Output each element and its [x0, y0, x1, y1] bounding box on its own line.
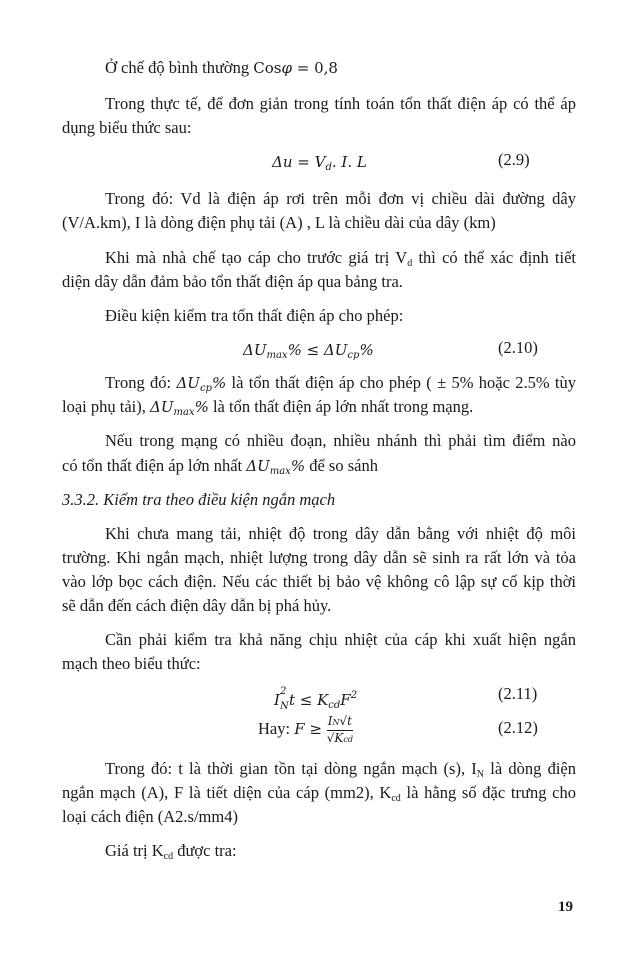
- paragraph-line: [105, 248, 576, 274]
- text-span: Giá trị K: [105, 841, 164, 860]
- eq-subscript: cd: [328, 700, 341, 711]
- eq-term: ΔU: [149, 398, 174, 416]
- eq-term: t ≤ K: [288, 691, 329, 709]
- paragraph-line: sẽ dẫn đến cách điện dây dẫn bị phá hủy.: [62, 596, 332, 615]
- eq-subscript: cd: [343, 734, 353, 744]
- eq-subscript: d: [325, 162, 332, 173]
- eq-subscript: N: [279, 701, 289, 712]
- paragraph-line: [105, 841, 237, 867]
- eq-term: √t: [339, 713, 352, 728]
- eq-subscript: max: [173, 407, 195, 418]
- text-span: thì có thể xác định tiết: [412, 248, 576, 267]
- equation-number: (2.11): [498, 684, 538, 703]
- eq-term: %: [290, 457, 306, 475]
- text-span: loại phụ tải),: [62, 397, 150, 416]
- eq-term: √K: [326, 730, 344, 745]
- text-span: để so sánh: [305, 456, 378, 475]
- equation-number: (2.12): [498, 718, 538, 737]
- text-span: là tổn thất điện áp cho phép ( ± 5% hoặc 2.5% tùy: [226, 373, 576, 392]
- paragraph-line: Khi chưa mang tải, nhiệt độ trong dây dẫn bằng với nhiệt độ môi: [105, 524, 576, 543]
- equation-2-10: [243, 340, 374, 366]
- eq-term: %: [194, 398, 209, 416]
- eq-operator: ≥: [304, 720, 327, 738]
- eq-term: %: [359, 341, 374, 359]
- eq-term: %: [211, 374, 227, 392]
- eq-term: % ≤ ΔU: [287, 341, 348, 359]
- eq-term: ΔU: [176, 374, 200, 392]
- equation-number: (2.9): [498, 150, 530, 169]
- eq-operator: =: [292, 153, 315, 171]
- eq-superscript: 2: [350, 690, 358, 701]
- text-span: là hằng số đặc trưng cho: [400, 783, 576, 802]
- text-span: là tổn thất điện áp lớn nhất trong mạng.: [208, 397, 474, 416]
- paragraph-line: [62, 456, 378, 482]
- paragraph-line: diện dây dẫn đảm bảo tổn thất điện áp qua bảng tra.: [62, 272, 403, 291]
- text-span: ngắn mạch (A), F là tiết diện của cáp (mm2), K: [62, 783, 392, 802]
- eq-term: ΔU: [243, 341, 267, 359]
- subscript: cd: [163, 851, 174, 862]
- hay-label: Hay:: [258, 719, 295, 738]
- eq-subscript: max: [266, 350, 288, 361]
- paragraph-line: mạch theo biểu thức:: [62, 654, 201, 673]
- text-span: được tra:: [173, 841, 237, 860]
- eq-fraction: [327, 714, 353, 747]
- paragraph-line: dụng biểu thức sau:: [62, 118, 192, 137]
- equation-2-9: [272, 152, 367, 178]
- paragraph-line: [105, 759, 576, 785]
- fraction-numerator: [327, 714, 353, 731]
- text-span: có tổn thất điện áp lớn nhất: [62, 456, 247, 475]
- subscript: cd: [391, 793, 401, 804]
- equation-2-12: [258, 712, 353, 747]
- text-span: Trong đó: t là thời gian tồn tại dòng ngắn mạch (s), I: [105, 759, 477, 778]
- eq-index-stack: [279, 686, 289, 712]
- paragraph-line: Trong đó: Vd là điện áp rơi trên mỗi đơn vị chiều dài đường dây: [105, 189, 576, 208]
- eq-subscript: N: [332, 717, 340, 727]
- subscript: d: [407, 258, 413, 269]
- text-span: Khi mà nhà chế tạo cáp cho trước giá trị V: [105, 248, 408, 267]
- paragraph-line: (V/A.km), I là dòng điện phụ tải (A) , L là chiều dài của dây (km): [62, 213, 496, 232]
- normal-mode-line: [105, 58, 338, 78]
- section-heading: 3.3.2. Kiểm tra theo điều kiện ngắn mạch: [62, 490, 336, 509]
- paragraph-line: Trong thực tế, để đơn giản trong tính toán tổn thất điện áp có thể áp: [105, 94, 576, 113]
- eq-term: F: [340, 691, 351, 709]
- equation-number: (2.10): [498, 338, 538, 357]
- subscript: N: [476, 769, 485, 780]
- paragraph-line: [105, 373, 576, 399]
- eq-term: ΔU: [246, 457, 270, 475]
- phi-symbol: φ: [281, 59, 293, 77]
- paragraph-line: trường. Khi ngắn mạch, nhiệt lượng trong dây dẫn sẽ sinh ra rất lớn và tỏa: [62, 548, 576, 567]
- eq-subscript: cp: [199, 383, 212, 394]
- paragraph-line: loại cách điện (A2.s/mm4): [62, 807, 238, 826]
- paragraph-line: Nếu trong mạng có nhiều đoạn, nhiều nhánh thì phải tìm điểm nào: [105, 431, 576, 450]
- paragraph-line: vào lớp bọc cách điện. Nếu các thiết bị bảo vệ không cô lập sự cố kịp thời: [62, 572, 576, 591]
- normal-mode-text: Ở chế độ bình thường: [105, 58, 250, 77]
- eq-term: I: [274, 691, 280, 709]
- cos-text: Cos: [253, 59, 282, 77]
- paragraph-line: Cần phải kiểm tra khả năng chịu nhiệt của cáp khi xuất hiện ngắn: [105, 630, 576, 649]
- page-number: 19: [558, 899, 573, 915]
- eq-term: I: [327, 713, 333, 728]
- eq-subscript: max: [269, 466, 291, 477]
- text-span: là dòng điện: [484, 759, 576, 778]
- eq-subscript: cp: [347, 350, 360, 361]
- eq-term: . I. L: [331, 153, 367, 171]
- text-span: Trong đó:: [105, 373, 177, 392]
- paragraph-line: [62, 783, 576, 809]
- eq-term: V: [314, 153, 326, 171]
- eq-term: Δu: [272, 153, 293, 171]
- eq-superscript: 2: [279, 686, 287, 697]
- eq-term: F: [294, 720, 305, 738]
- fraction-denominator: [327, 731, 353, 747]
- paragraph-line: Điều kiện kiểm tra tổn thất điện áp cho phép:: [105, 306, 404, 325]
- paragraph-line: [62, 397, 473, 423]
- cos-value: = 0,8: [292, 59, 338, 77]
